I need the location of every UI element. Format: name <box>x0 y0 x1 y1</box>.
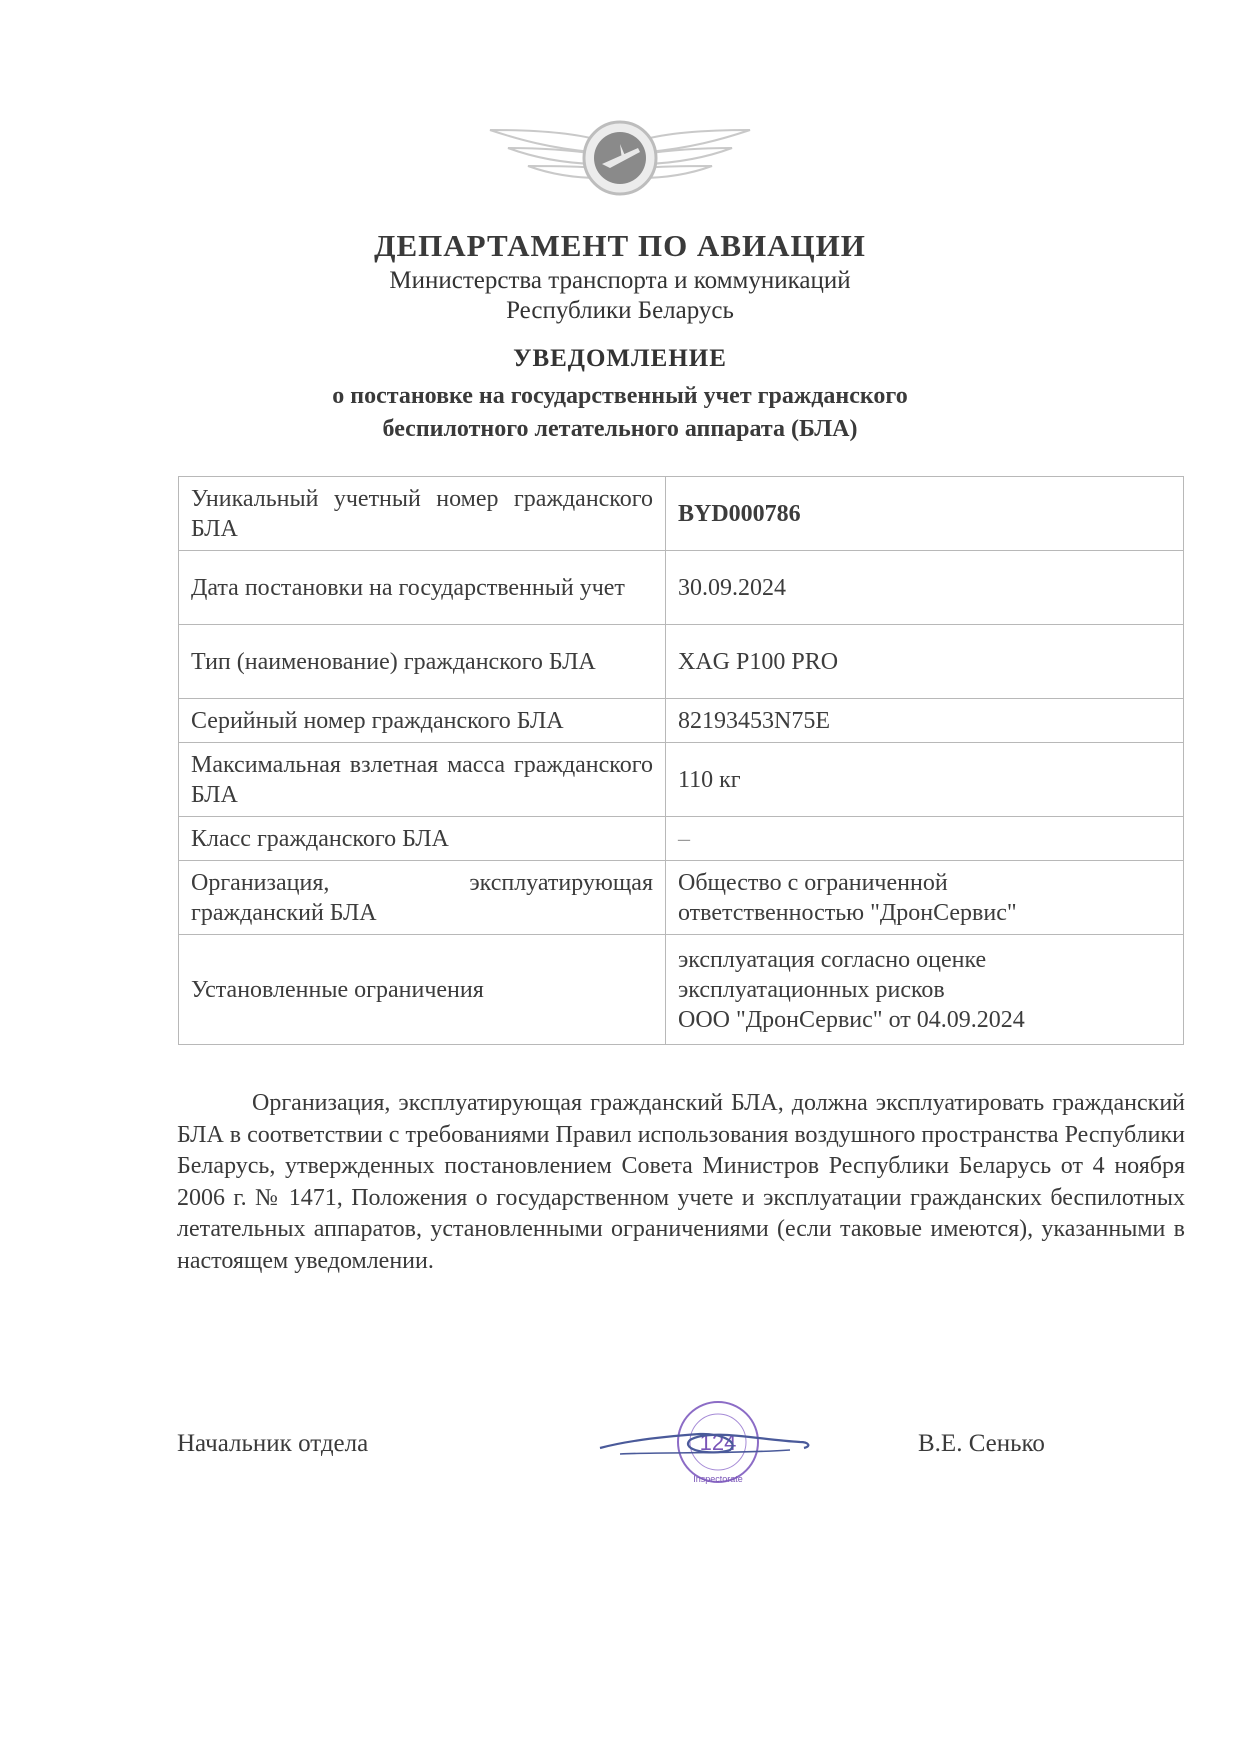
subtitle-line-1: о постановке на государственный учет гражданского <box>332 383 908 409</box>
row-label: Организация, эксплуатирующая гражданский БЛА <box>179 861 666 935</box>
row-value-line: эксплуатация согласно оценке <box>678 946 987 973</box>
table-row <box>179 477 1184 551</box>
ministry-line-2: Республики Беларусь <box>506 297 734 324</box>
row-label: Тип (наименование) гражданского БЛА <box>179 625 666 699</box>
table-row <box>179 699 1184 743</box>
table-row <box>179 861 1184 935</box>
row-label: Дата постановки на государственный учет <box>179 551 666 625</box>
row-value <box>666 935 1184 1045</box>
row-value: 110 кг <box>666 743 1184 817</box>
row-value: – <box>666 817 1184 861</box>
stamp-text: Inspectorate <box>693 1474 743 1484</box>
table-row <box>179 625 1184 699</box>
row-value: 30.09.2024 <box>666 551 1184 625</box>
row-value <box>666 861 1184 935</box>
table-row <box>179 743 1184 817</box>
signatory-role: Начальник отдела <box>177 1430 369 1457</box>
document-title: УВЕДОМЛЕНИЕ <box>513 345 727 372</box>
document-subtitle <box>0 380 1240 446</box>
ministry-line-1: Министерства транспорта и коммуникаций <box>389 267 851 294</box>
subtitle-line-2: беспилотного летательного аппарата (БЛА) <box>382 416 858 442</box>
table-row <box>179 551 1184 625</box>
signatory-name: В.Е. Сенько <box>918 1430 1045 1457</box>
row-value: XAG P100 PRO <box>666 625 1184 699</box>
table-row <box>179 817 1184 861</box>
row-label: Установленные ограничения <box>179 935 666 1045</box>
row-value-line: Общество с ограниченной <box>678 869 948 896</box>
stamp-number: 124 <box>699 1430 737 1455</box>
row-value-line: ответственностью "ДронСервис" <box>678 899 1017 926</box>
aviation-emblem-icon <box>480 100 760 220</box>
registration-table <box>178 476 1184 1045</box>
row-value-line: ООО "ДронСервис" от 04.09.2024 <box>678 1006 1025 1033</box>
body-paragraph: Организация, эксплуатирующая гражданский БЛА, должна эксплуатировать гражданский БЛА в соответствии с требованиями Правил использования воздушного пространства Республики Беларусь, утвержденных постановлением Совета Министров Республики Беларусь от 4 ноября 2006 г. № 1471, Положения о государственном учете и эксплуатации гражданских беспилотных летательных аппаратов, установленными ограничениями (если таковые имеются), указанными в настоящем уведомлении. <box>177 1090 1185 1274</box>
row-value: BYD000786 <box>666 477 1184 551</box>
table-row <box>179 935 1184 1045</box>
row-value: 82193453N75E <box>666 699 1184 743</box>
row-label: Класс гражданского БЛА <box>179 817 666 861</box>
row-label: Уникальный учетный номер гражданского БЛА <box>179 477 666 551</box>
row-label: Максимальная взлетная масса гражданского БЛА <box>179 743 666 817</box>
row-value-line: эксплуатационных рисков <box>678 976 945 1003</box>
ministry-name <box>0 266 1240 326</box>
signature-stamp <box>590 1390 820 1500</box>
row-label: Серийный номер гражданского БЛА <box>179 699 666 743</box>
department-name: ДЕПАРТАМЕНТ ПО АВИАЦИИ <box>374 228 866 263</box>
